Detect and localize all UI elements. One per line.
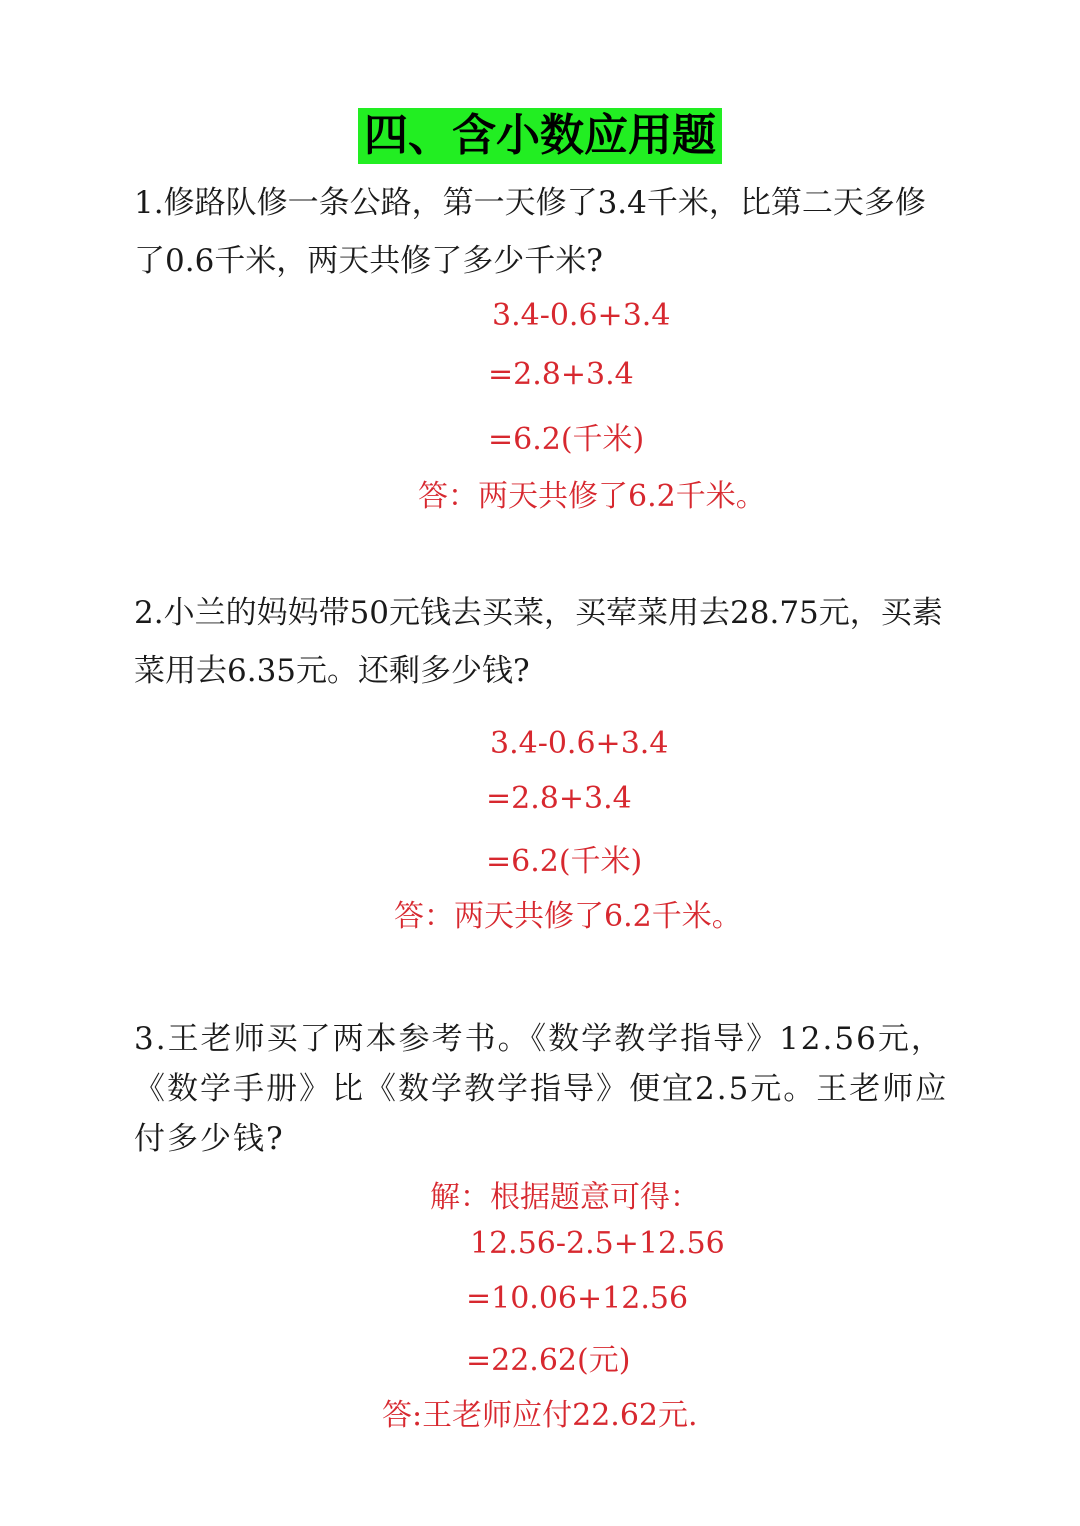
problem-1-step-1: 3.4-0.6+3.4 — [492, 298, 671, 333]
problem-2-answer: 答：两天共修了6.2千米。 — [394, 899, 742, 934]
problem-3-step-2: =10.06+12.56 — [466, 1281, 689, 1316]
problem-1-step-2: =2.8+3.4 — [488, 357, 634, 392]
problem-2-step-1: 3.4-0.6+3.4 — [490, 726, 669, 761]
title-container — [0, 108, 1080, 164]
page-title: 四、含小数应用题 — [358, 108, 722, 164]
problem-2-step-2: =2.8+3.4 — [486, 781, 632, 816]
problem-1-answer: 答：两天共修了6.2千米。 — [418, 479, 766, 514]
problem-1-step-3: =6.2(千米) — [488, 422, 645, 457]
problem-3-intro: 解：根据题意可得： — [430, 1180, 700, 1215]
question-3-text: 3.王老师买了两本参考书。《数学教学指导》12.56元，《数学手册》比《数学教学指导》便宜2.5元。王老师应付多少钱? — [134, 1021, 949, 1157]
question-2-text: 2.小兰的妈妈带50元钱去买菜，买荤菜用去28.75元，买素菜用去6.35元。还剩多少钱? — [134, 595, 943, 689]
problem-3-answer: 答:王老师应付22.62元. — [382, 1398, 698, 1433]
question-1-text: 1.修路队修一条公路，第一天修了3.4千米，比第二天多修了0.6千米，两天共修了多少千米? — [134, 185, 926, 279]
problem-2-step-3: =6.2(千米) — [486, 844, 643, 879]
problem-3-step-3: =22.62(元) — [466, 1343, 631, 1378]
problem-3-step-1: 12.56-2.5+12.56 — [470, 1226, 725, 1261]
